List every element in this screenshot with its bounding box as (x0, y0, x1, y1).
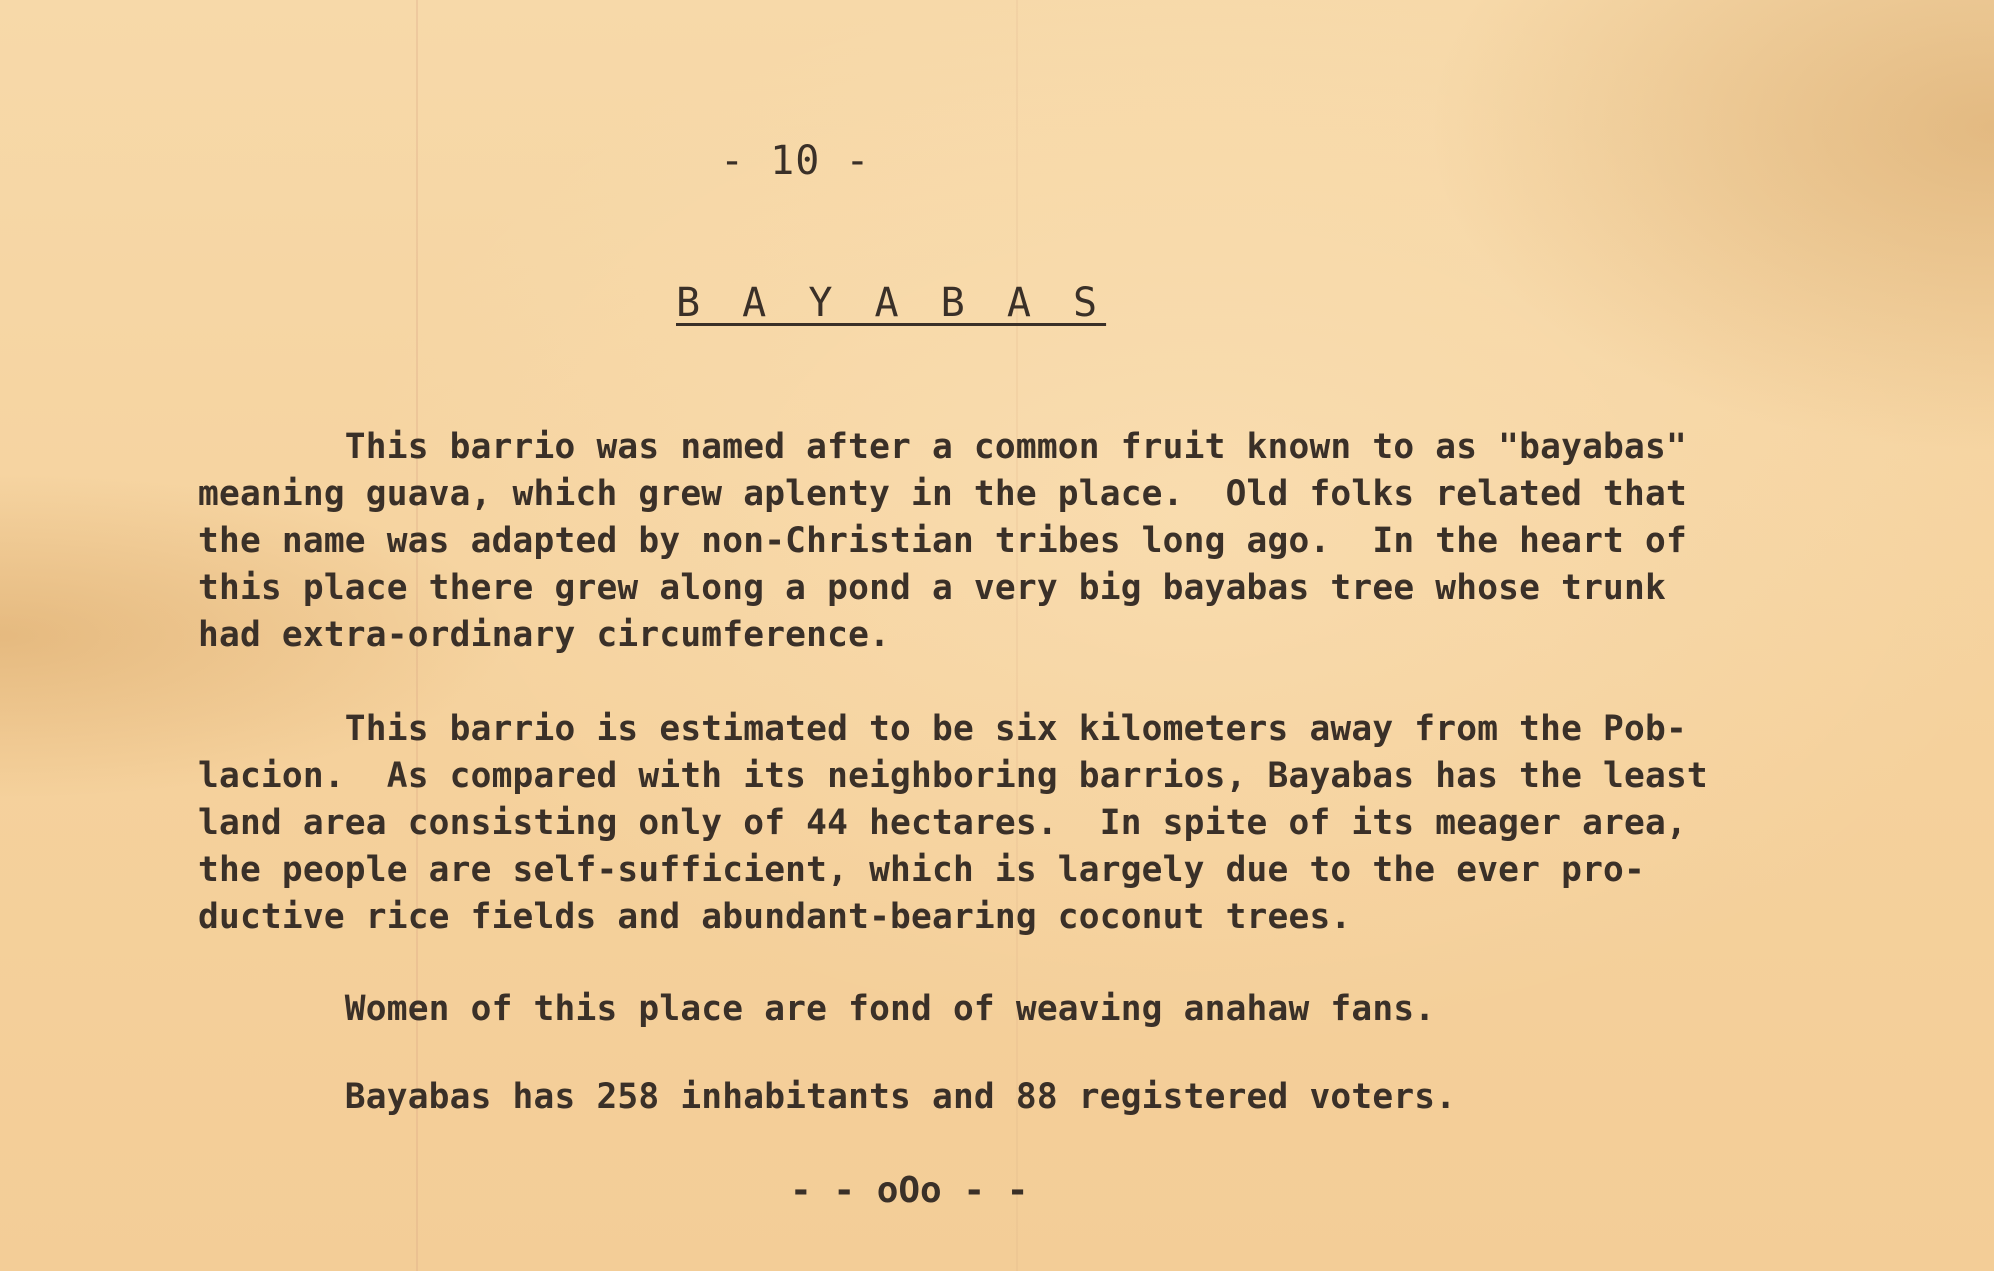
text-line: the name was adapted by non-Christian tribes long ago. In the heart of (198, 521, 1687, 561)
end-of-section-mark: - - oOo - - (790, 1170, 1029, 1211)
text-line: Bayabas has 258 inhabitants and 88 registered voters. (198, 1077, 1457, 1117)
text-line: had extra-ordinary circumference. (198, 615, 891, 655)
paragraph-weaving (198, 986, 1878, 1033)
text-line: This barrio was named after a common fruit known to as "bayabas" (198, 427, 1687, 467)
text-line: this place there grew along a pond a very big bayabas tree whose trunk (198, 568, 1666, 608)
paragraph-location-and-area (198, 706, 1878, 941)
text-line: land area consisting only of 44 hectares. In spite of its meager area, (198, 803, 1687, 843)
text-line: Women of this place are fond of weaving anahaw fans. (198, 989, 1436, 1029)
paragraph-population (198, 1074, 1878, 1121)
page-title: B A Y A B A S (676, 280, 1107, 326)
text-line: lacion. As compared with its neighboring barrios, Bayabas has the least (198, 756, 1708, 796)
text-line: meaning guava, which grew aplenty in the place. Old folks related that (198, 474, 1687, 514)
text-line: ductive rice fields and abundant-bearing coconut trees. (198, 897, 1352, 937)
text-line: the people are self-sufficient, which is largely due to the ever pro- (198, 850, 1645, 890)
text-line: This barrio is estimated to be six kilometers away from the Pob- (198, 709, 1687, 749)
paragraph-origin-of-name (198, 424, 1878, 659)
page-number: - 10 - (720, 138, 871, 184)
